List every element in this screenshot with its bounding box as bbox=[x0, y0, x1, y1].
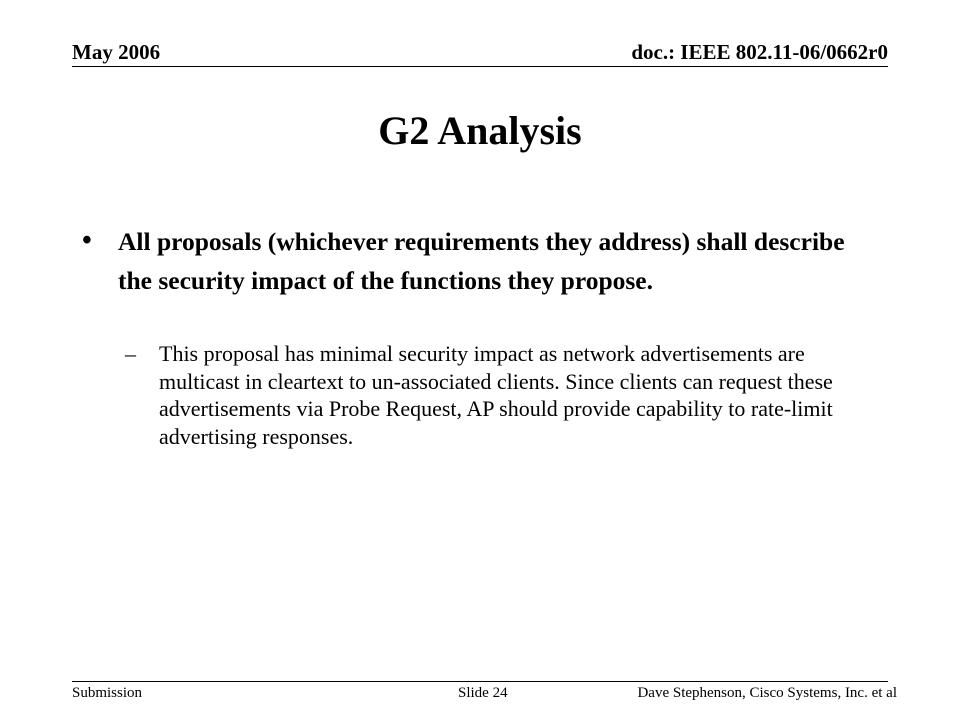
bullet-text: All proposals (whichever requirements they address) shall describe the security impact of the functions they propose. bbox=[118, 227, 845, 295]
footer-divider bbox=[72, 681, 888, 682]
sub-bullet-marker: – bbox=[125, 341, 136, 366]
header-divider bbox=[72, 66, 888, 67]
sub-bullet-text: This proposal has minimal security impact as network advertisements are multicast in cleartext to un-associated clients. Since clients can request these advertisements via Probe Request, AP should provide capability to rate-limit advertising responses. bbox=[159, 341, 833, 449]
footer-author: Dave Stephenson, Cisco Systems, Inc. et al bbox=[637, 685, 897, 701]
header-doc-id: doc.: IEEE 802.11-06/0662r0 bbox=[631, 40, 888, 64]
slide-title: G2 Analysis bbox=[378, 108, 582, 153]
bullet-marker: • bbox=[82, 225, 92, 256]
footer-submission: Submission bbox=[72, 685, 143, 701]
footer-slide-number: Slide 24 bbox=[458, 685, 508, 701]
header-date: May 2006 bbox=[72, 40, 161, 64]
